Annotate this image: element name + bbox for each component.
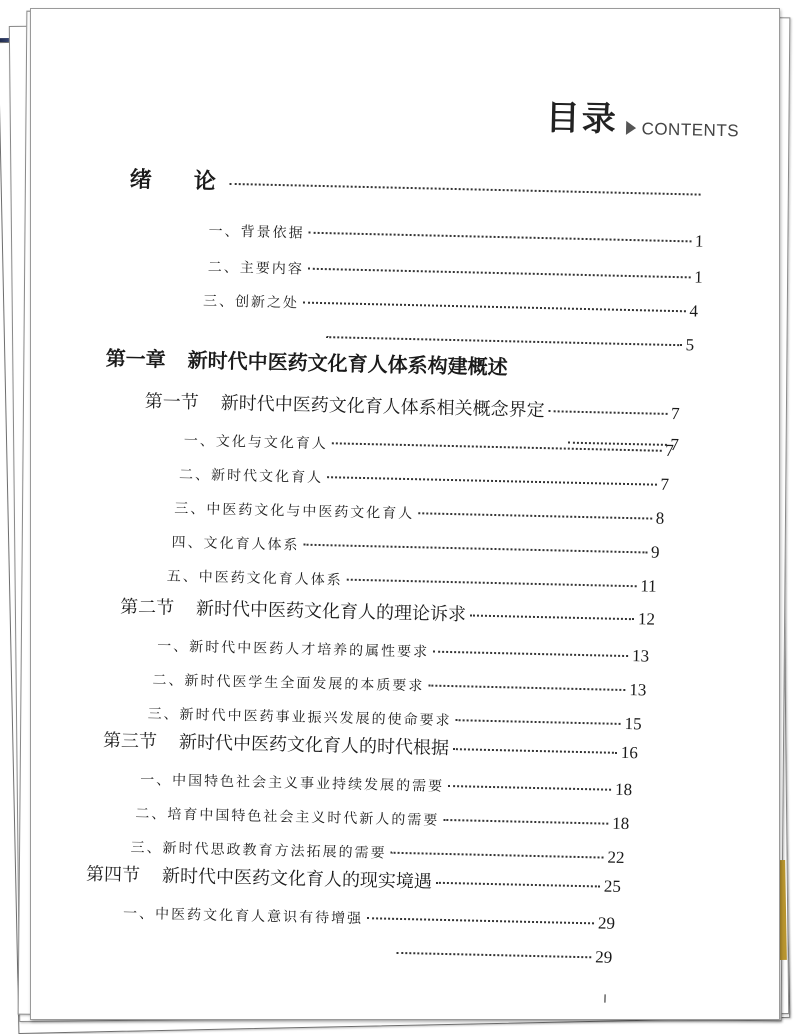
dot-leader <box>456 719 621 725</box>
toc-page-number: 5 <box>685 335 695 355</box>
toc-page-number: 7 <box>670 403 680 424</box>
toc-content <box>30 8 780 1020</box>
toc-page-number: 29 <box>597 913 616 933</box>
toc-entry-1-2-1[interactable] <box>157 635 649 666</box>
section-number: 第三节 <box>102 730 158 753</box>
chapter-number: 第一章 <box>105 346 166 372</box>
dot-leader <box>549 410 668 415</box>
dot-leader <box>230 183 701 196</box>
dot-leader <box>303 302 685 313</box>
toc-entry-1-1-4[interactable] <box>171 532 659 563</box>
dot-leader <box>418 512 651 519</box>
dot-leader <box>367 917 594 924</box>
toc-page-number: 18 <box>614 779 633 800</box>
toc-entry-label: 一、中医药文化育人意识有待增强 <box>122 905 364 928</box>
toc-page-number: 18 <box>612 813 630 834</box>
toc-entry-label: 三、新时代中医药事业振兴发展的使命要求 <box>147 706 452 730</box>
toc-subtitle: CONTENTS <box>641 119 740 141</box>
arrow-right-icon <box>625 121 635 135</box>
dot-leader <box>448 785 611 791</box>
toc-page-number: 1 <box>694 267 703 287</box>
toc-page-number: 12 <box>637 609 656 629</box>
toc-entry-1-1-2[interactable] <box>179 464 669 495</box>
section-title: 新时代中医药文化育人体系相关概念界定 <box>220 392 545 422</box>
toc-entry-label: 二、新时代医学生全面发展的本质要求 <box>152 672 425 695</box>
toc-entry-label: 一、中国特色社会主义事业持续发展的需要 <box>139 772 445 795</box>
dot-leader <box>308 268 690 279</box>
dot-leader <box>304 544 647 554</box>
toc-entry-section-1[interactable] <box>144 387 679 425</box>
toc-entry-label: 四、文化育人体系 <box>171 534 300 554</box>
toc-page-number: 25 <box>603 876 622 896</box>
toc-page-number: 22 <box>607 847 625 868</box>
dot-leader <box>347 579 637 588</box>
toc-entry-1-3-1[interactable] <box>140 769 632 800</box>
toc-entry-1-4-1[interactable] <box>123 903 615 934</box>
dot-leader <box>391 852 604 859</box>
section-number: 第二节 <box>119 596 175 619</box>
toc-page-number: 13 <box>629 680 647 700</box>
toc-header <box>545 90 740 143</box>
dot-leader <box>396 952 591 958</box>
dot-leader <box>428 685 625 691</box>
toc-entry-label: 二、新时代文化育人 <box>178 466 324 487</box>
toc-page-number: 11 <box>640 576 657 596</box>
dot-leader <box>433 651 628 657</box>
toc-entry-1-3-2[interactable] <box>135 803 629 834</box>
toc-entry-1-1-5[interactable] <box>167 566 657 597</box>
toc-page-number: 8 <box>655 508 665 528</box>
dot-leader <box>309 232 691 243</box>
toc-entry-intro-1[interactable] <box>208 220 703 251</box>
dot-leader <box>443 819 608 825</box>
toc-entry-section-2[interactable] <box>120 593 655 631</box>
toc-page-number: 1 <box>694 231 704 251</box>
toc-page-number: 15 <box>624 714 642 734</box>
dot-leader <box>470 614 634 620</box>
toc-entry-label: 三、创新之处 <box>202 293 300 312</box>
page-footer-mark: I <box>603 991 607 1006</box>
dot-leader <box>332 442 661 451</box>
toc-page-number: 7 <box>660 474 670 494</box>
toc-page-number: 29 <box>595 947 613 967</box>
dot-leader <box>327 476 656 485</box>
dot-leader <box>326 336 681 346</box>
toc-entry-label: 一、文化与文化育人 <box>183 432 329 453</box>
section-title: 新时代中医药文化育人的现实境遇 <box>161 865 433 893</box>
dot-leader <box>453 748 617 754</box>
section-title: 新时代中医药文化育人的时代根据 <box>178 731 450 760</box>
toc-entry-1-1-3[interactable] <box>174 498 664 529</box>
toc-entry-last[interactable] <box>392 943 612 968</box>
toc-entry-label: 二、培育中国特色社会主义时代新人的需要 <box>135 805 440 829</box>
section-number: 第四节 <box>85 863 141 887</box>
toc-page-number: 7 <box>665 440 674 461</box>
dot-leader <box>436 882 600 888</box>
section-title: 新时代中医药文化育人的理论诉求 <box>195 598 467 626</box>
toc-entry-1-2-2[interactable] <box>152 669 646 700</box>
toc-page-number: 16 <box>620 742 639 763</box>
toc-entry-label: 三、中医药文化与中医药文化育人 <box>174 500 415 523</box>
toc-page-number: 13 <box>631 646 650 666</box>
toc-entry-label: 五、中医药文化育人体系 <box>166 568 343 589</box>
toc-entry-label: 二、主要内容 <box>207 259 304 278</box>
toc-entry-label: 一、背景依据 <box>208 223 305 242</box>
toc-entry-label: 三、新时代思政教育方法拓展的需要 <box>130 839 387 862</box>
toc-page-number: 7 <box>670 434 680 455</box>
chapter-title: 新时代中医药文化育人体系构建概述 <box>187 347 508 380</box>
toc-entry-intro[interactable] <box>129 163 705 207</box>
toc-entry-intro-2[interactable] <box>208 256 703 287</box>
toc-entry-label: 绪 论 <box>129 166 227 195</box>
toc-title: 目录 <box>545 98 619 140</box>
toc-entry-label: 一、新时代中医药人才培养的属性要求 <box>157 638 430 661</box>
toc-page <box>30 8 780 1020</box>
toc-page-number: 4 <box>689 301 699 321</box>
section-number: 第一节 <box>144 391 199 414</box>
toc-page-number: 9 <box>650 542 660 562</box>
toc-entry-intro-3[interactable] <box>203 290 698 321</box>
